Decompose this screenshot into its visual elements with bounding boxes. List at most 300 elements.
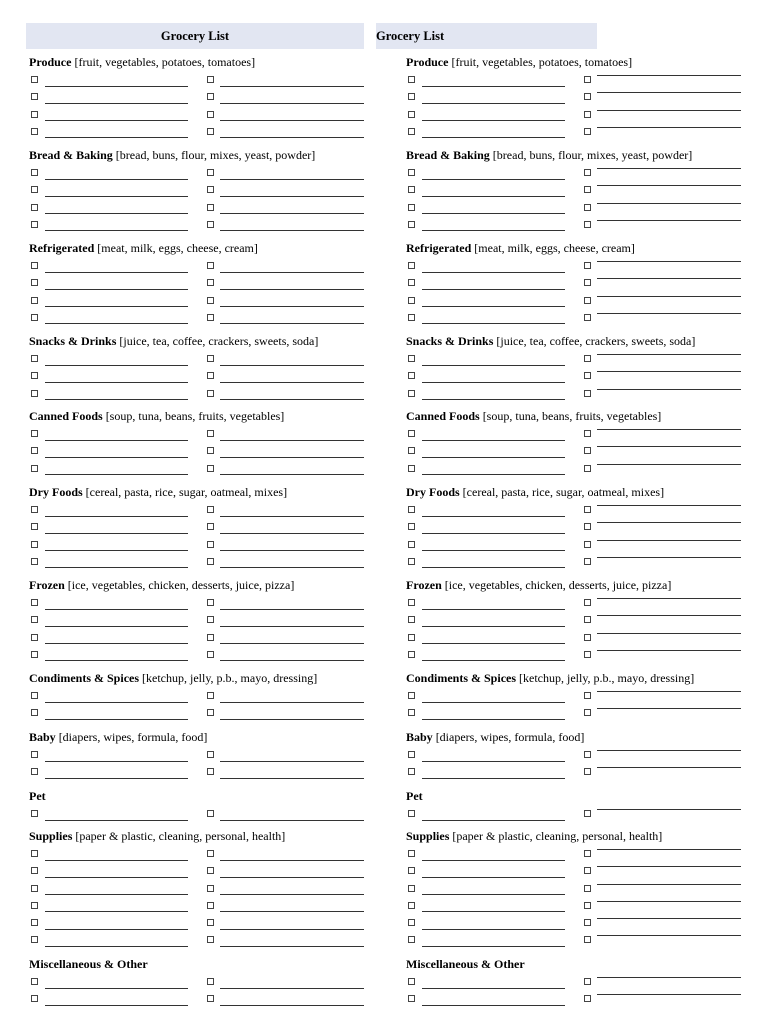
empty-checkbox-icon[interactable]: [408, 372, 415, 379]
write-in-line[interactable]: [597, 884, 741, 885]
empty-checkbox-icon[interactable]: [584, 850, 591, 857]
empty-checkbox-icon[interactable]: [31, 634, 38, 641]
empty-checkbox-icon[interactable]: [408, 692, 415, 699]
empty-checkbox-icon[interactable]: [584, 314, 591, 321]
empty-checkbox-icon[interactable]: [408, 390, 415, 397]
section-header: [29, 408, 373, 424]
empty-checkbox-icon[interactable]: [584, 279, 591, 286]
empty-checkbox-icon[interactable]: [207, 279, 214, 286]
section-name: Frozen: [29, 578, 65, 592]
empty-checkbox-icon[interactable]: [408, 297, 415, 304]
section-name: Baby: [29, 730, 56, 744]
empty-checkbox-icon[interactable]: [408, 599, 415, 606]
write-in-line[interactable]: [597, 278, 741, 279]
empty-checkbox-icon[interactable]: [207, 76, 214, 83]
write-in-line[interactable]: [220, 820, 364, 821]
write-in-line[interactable]: [422, 660, 565, 661]
section-11: [406, 956, 750, 1007]
empty-checkbox-icon[interactable]: [31, 850, 38, 857]
empty-checkbox-icon[interactable]: [584, 465, 591, 472]
list-item-row: [406, 844, 750, 861]
write-in-line[interactable]: [597, 866, 741, 867]
empty-checkbox-icon[interactable]: [207, 768, 214, 775]
section-8: [406, 729, 750, 780]
list-item-row: [29, 384, 373, 401]
empty-checkbox-icon[interactable]: [408, 709, 415, 716]
empty-checkbox-icon[interactable]: [584, 297, 591, 304]
empty-checkbox-icon[interactable]: [207, 541, 214, 548]
section-4: [406, 408, 750, 476]
write-in-line[interactable]: [597, 313, 741, 314]
list-item-row: [406, 122, 750, 139]
section-7: [406, 670, 750, 721]
section-header: [29, 333, 373, 349]
empty-checkbox-icon[interactable]: [584, 995, 591, 1002]
list-item-row: [406, 366, 750, 383]
section-name: Dry Foods: [29, 485, 83, 499]
empty-checkbox-icon[interactable]: [31, 709, 38, 716]
empty-checkbox-icon[interactable]: [207, 634, 214, 641]
empty-checkbox-icon[interactable]: [584, 523, 591, 530]
grocery-list-title-right: Grocery List: [376, 23, 597, 49]
write-in-line[interactable]: [597, 994, 741, 995]
empty-checkbox-icon[interactable]: [408, 186, 415, 193]
empty-checkbox-icon[interactable]: [584, 634, 591, 641]
write-in-line[interactable]: [597, 522, 741, 523]
write-in-line[interactable]: [597, 598, 741, 599]
empty-checkbox-icon[interactable]: [408, 995, 415, 1002]
empty-checkbox-icon[interactable]: [207, 616, 214, 623]
write-in-line[interactable]: [597, 92, 741, 93]
write-in-line[interactable]: [422, 399, 565, 400]
empty-checkbox-icon[interactable]: [408, 93, 415, 100]
empty-checkbox-icon[interactable]: [31, 902, 38, 909]
empty-checkbox-icon[interactable]: [31, 810, 38, 817]
empty-checkbox-icon[interactable]: [408, 430, 415, 437]
list-item-row: [406, 424, 750, 441]
empty-checkbox-icon[interactable]: [408, 221, 415, 228]
empty-checkbox-icon[interactable]: [408, 558, 415, 565]
empty-checkbox-icon[interactable]: [31, 390, 38, 397]
section-name: Produce: [29, 55, 72, 69]
empty-checkbox-icon[interactable]: [408, 616, 415, 623]
write-in-line[interactable]: [45, 820, 188, 821]
write-in-line[interactable]: [597, 296, 741, 297]
empty-checkbox-icon[interactable]: [31, 465, 38, 472]
empty-checkbox-icon[interactable]: [31, 506, 38, 513]
empty-checkbox-icon[interactable]: [207, 936, 214, 943]
empty-checkbox-icon[interactable]: [207, 262, 214, 269]
empty-checkbox-icon[interactable]: [584, 558, 591, 565]
empty-checkbox-icon[interactable]: [408, 76, 415, 83]
write-in-line[interactable]: [597, 633, 741, 634]
write-in-line[interactable]: [597, 220, 741, 221]
empty-checkbox-icon[interactable]: [207, 523, 214, 530]
empty-checkbox-icon[interactable]: [31, 978, 38, 985]
write-in-line[interactable]: [220, 137, 364, 138]
empty-checkbox-icon[interactable]: [584, 902, 591, 909]
section-header: [29, 729, 373, 745]
empty-checkbox-icon[interactable]: [31, 599, 38, 606]
empty-checkbox-icon[interactable]: [31, 651, 38, 658]
empty-checkbox-icon[interactable]: [584, 76, 591, 83]
section-header: [29, 788, 373, 804]
write-in-line[interactable]: [422, 946, 565, 947]
empty-checkbox-icon[interactable]: [207, 465, 214, 472]
empty-checkbox-icon[interactable]: [408, 262, 415, 269]
empty-checkbox-icon[interactable]: [31, 355, 38, 362]
section-10: [406, 828, 750, 948]
section-name: Refrigerated: [406, 241, 472, 255]
empty-checkbox-icon[interactable]: [408, 111, 415, 118]
list-item-row: [29, 745, 373, 762]
section-header: [29, 484, 373, 500]
list-item-row: [29, 552, 373, 569]
empty-checkbox-icon[interactable]: [584, 867, 591, 874]
empty-checkbox-icon[interactable]: [31, 93, 38, 100]
empty-checkbox-icon[interactable]: [584, 751, 591, 758]
list-item-row: [29, 686, 373, 703]
write-in-line[interactable]: [597, 615, 741, 616]
section-description: [ketchup, jelly, p.b., mayo, dressing]: [139, 671, 318, 685]
empty-checkbox-icon[interactable]: [584, 885, 591, 892]
empty-checkbox-icon[interactable]: [408, 885, 415, 892]
write-in-line[interactable]: [220, 778, 364, 779]
empty-checkbox-icon[interactable]: [207, 169, 214, 176]
empty-checkbox-icon[interactable]: [31, 372, 38, 379]
write-in-line[interactable]: [45, 323, 188, 324]
list-item-row: [29, 861, 373, 878]
write-in-line[interactable]: [45, 778, 188, 779]
write-in-line[interactable]: [597, 429, 741, 430]
write-in-line[interactable]: [422, 1005, 565, 1006]
write-in-line[interactable]: [45, 137, 188, 138]
write-in-line[interactable]: [220, 946, 364, 947]
section-description: [soup, tuna, beans, fruits, vegetables]: [102, 409, 285, 423]
section-10: [29, 828, 373, 948]
empty-checkbox-icon[interactable]: [31, 111, 38, 118]
empty-checkbox-icon[interactable]: [408, 279, 415, 286]
write-in-line[interactable]: [597, 203, 741, 204]
list-item-row: [406, 384, 750, 401]
empty-checkbox-icon[interactable]: [31, 692, 38, 699]
empty-checkbox-icon[interactable]: [207, 111, 214, 118]
empty-checkbox-icon[interactable]: [31, 128, 38, 135]
empty-checkbox-icon[interactable]: [584, 768, 591, 775]
write-in-line[interactable]: [220, 719, 364, 720]
empty-checkbox-icon[interactable]: [584, 372, 591, 379]
empty-checkbox-icon[interactable]: [584, 221, 591, 228]
empty-checkbox-icon[interactable]: [584, 169, 591, 176]
write-in-line[interactable]: [597, 650, 741, 651]
write-in-line[interactable]: [422, 474, 565, 475]
section-name: Snacks & Drinks: [29, 334, 117, 348]
section-5: [406, 484, 750, 569]
empty-checkbox-icon[interactable]: [31, 314, 38, 321]
write-in-line[interactable]: [597, 691, 741, 692]
write-in-line[interactable]: [45, 719, 188, 720]
write-in-line[interactable]: [422, 719, 565, 720]
empty-checkbox-icon[interactable]: [408, 902, 415, 909]
empty-checkbox-icon[interactable]: [207, 885, 214, 892]
section-description: [ice, vegetables, chicken, desserts, juice, pizza]: [64, 578, 295, 592]
empty-checkbox-icon[interactable]: [408, 128, 415, 135]
section-name: Refrigerated: [29, 241, 95, 255]
write-in-line[interactable]: [45, 1005, 188, 1006]
section-9: [29, 788, 373, 821]
empty-checkbox-icon[interactable]: [408, 447, 415, 454]
empty-checkbox-icon[interactable]: [31, 558, 38, 565]
write-in-line[interactable]: [45, 946, 188, 947]
empty-checkbox-icon[interactable]: [584, 506, 591, 513]
write-in-line[interactable]: [422, 137, 565, 138]
empty-checkbox-icon[interactable]: [408, 465, 415, 472]
write-in-line[interactable]: [45, 474, 188, 475]
section-name: Bread & Baking: [29, 148, 113, 162]
empty-checkbox-icon[interactable]: [31, 76, 38, 83]
empty-checkbox-icon[interactable]: [31, 186, 38, 193]
empty-checkbox-icon[interactable]: [207, 709, 214, 716]
empty-checkbox-icon[interactable]: [408, 867, 415, 874]
empty-checkbox-icon[interactable]: [31, 297, 38, 304]
empty-checkbox-icon[interactable]: [207, 372, 214, 379]
empty-checkbox-icon[interactable]: [408, 523, 415, 530]
empty-checkbox-icon[interactable]: [207, 867, 214, 874]
write-in-line[interactable]: [597, 918, 741, 919]
section-8: [29, 729, 373, 780]
empty-checkbox-icon[interactable]: [408, 204, 415, 211]
empty-checkbox-icon[interactable]: [584, 430, 591, 437]
empty-checkbox-icon[interactable]: [31, 221, 38, 228]
empty-checkbox-icon[interactable]: [31, 279, 38, 286]
empty-checkbox-icon[interactable]: [408, 651, 415, 658]
section-description: [soup, tuna, beans, fruits, vegetables]: [479, 409, 662, 423]
list-item-row: [29, 703, 373, 720]
empty-checkbox-icon[interactable]: [207, 558, 214, 565]
write-in-line[interactable]: [597, 464, 741, 465]
empty-checkbox-icon[interactable]: [584, 262, 591, 269]
empty-checkbox-icon[interactable]: [31, 541, 38, 548]
empty-checkbox-icon[interactable]: [207, 186, 214, 193]
empty-checkbox-icon[interactable]: [31, 995, 38, 1002]
section-header: [29, 240, 373, 256]
empty-checkbox-icon[interactable]: [207, 447, 214, 454]
empty-checkbox-icon[interactable]: [31, 867, 38, 874]
list-item-row: [406, 349, 750, 366]
empty-checkbox-icon[interactable]: [584, 111, 591, 118]
empty-checkbox-icon[interactable]: [584, 616, 591, 623]
list-item-row: [29, 500, 373, 517]
empty-checkbox-icon[interactable]: [31, 616, 38, 623]
write-in-line[interactable]: [422, 778, 565, 779]
empty-checkbox-icon[interactable]: [207, 850, 214, 857]
empty-checkbox-icon[interactable]: [207, 128, 214, 135]
empty-checkbox-icon[interactable]: [31, 169, 38, 176]
write-in-line[interactable]: [597, 767, 741, 768]
empty-checkbox-icon[interactable]: [584, 919, 591, 926]
empty-checkbox-icon[interactable]: [207, 390, 214, 397]
empty-checkbox-icon[interactable]: [584, 541, 591, 548]
list-item-row: [406, 762, 750, 779]
empty-checkbox-icon[interactable]: [207, 995, 214, 1002]
empty-checkbox-icon[interactable]: [584, 709, 591, 716]
empty-checkbox-icon[interactable]: [31, 936, 38, 943]
section-name: Miscellaneous & Other: [29, 957, 148, 971]
write-in-line[interactable]: [597, 354, 741, 355]
write-in-line[interactable]: [220, 1005, 364, 1006]
empty-checkbox-icon[interactable]: [408, 751, 415, 758]
empty-checkbox-icon[interactable]: [207, 506, 214, 513]
empty-checkbox-icon[interactable]: [31, 919, 38, 926]
write-in-line[interactable]: [597, 75, 741, 76]
empty-checkbox-icon[interactable]: [584, 93, 591, 100]
empty-checkbox-icon[interactable]: [408, 768, 415, 775]
section-header: [406, 828, 750, 844]
write-in-line[interactable]: [597, 901, 741, 902]
section-description: [meat, milk, eggs, cheese, cream]: [94, 241, 258, 255]
write-in-line[interactable]: [422, 230, 565, 231]
empty-checkbox-icon[interactable]: [408, 936, 415, 943]
empty-checkbox-icon[interactable]: [207, 692, 214, 699]
section-header: [406, 788, 750, 804]
empty-checkbox-icon[interactable]: [584, 692, 591, 699]
write-in-line[interactable]: [597, 505, 741, 506]
empty-checkbox-icon[interactable]: [207, 430, 214, 437]
empty-checkbox-icon[interactable]: [207, 599, 214, 606]
list-item-row: [406, 989, 750, 1006]
empty-checkbox-icon[interactable]: [207, 902, 214, 909]
empty-checkbox-icon[interactable]: [207, 93, 214, 100]
empty-checkbox-icon[interactable]: [408, 810, 415, 817]
section-description: [fruit, vegetables, potatoes, tomatoes]: [448, 55, 633, 69]
write-in-line[interactable]: [597, 110, 741, 111]
empty-checkbox-icon[interactable]: [584, 978, 591, 985]
empty-checkbox-icon[interactable]: [408, 634, 415, 641]
list-item-row: [406, 879, 750, 896]
empty-checkbox-icon[interactable]: [584, 599, 591, 606]
list-item-row: [406, 972, 750, 989]
write-in-line[interactable]: [220, 660, 364, 661]
empty-checkbox-icon[interactable]: [584, 810, 591, 817]
section-header: [29, 147, 373, 163]
write-in-line[interactable]: [220, 399, 364, 400]
empty-checkbox-icon[interactable]: [584, 128, 591, 135]
grocery-list-title-left: Grocery List: [26, 23, 364, 49]
empty-checkbox-icon[interactable]: [207, 919, 214, 926]
write-in-line[interactable]: [422, 567, 565, 568]
write-in-line[interactable]: [220, 474, 364, 475]
write-in-line[interactable]: [220, 323, 364, 324]
empty-checkbox-icon[interactable]: [31, 768, 38, 775]
empty-checkbox-icon[interactable]: [408, 919, 415, 926]
empty-checkbox-icon[interactable]: [207, 810, 214, 817]
list-item-row: [29, 535, 373, 552]
empty-checkbox-icon[interactable]: [584, 651, 591, 658]
section-2: [29, 240, 373, 325]
write-in-line[interactable]: [422, 820, 565, 821]
write-in-line[interactable]: [597, 540, 741, 541]
empty-checkbox-icon[interactable]: [584, 390, 591, 397]
write-in-line[interactable]: [597, 977, 741, 978]
section-header: [29, 828, 373, 844]
empty-checkbox-icon[interactable]: [207, 751, 214, 758]
empty-checkbox-icon[interactable]: [584, 186, 591, 193]
list-item-row: [406, 291, 750, 308]
write-in-line[interactable]: [597, 261, 741, 262]
empty-checkbox-icon[interactable]: [584, 936, 591, 943]
section-description: [fruit, vegetables, potatoes, tomatoes]: [71, 55, 256, 69]
write-in-line[interactable]: [597, 168, 741, 169]
write-in-line[interactable]: [597, 849, 741, 850]
empty-checkbox-icon[interactable]: [31, 262, 38, 269]
empty-checkbox-icon[interactable]: [31, 447, 38, 454]
write-in-line[interactable]: [220, 230, 364, 231]
empty-checkbox-icon[interactable]: [31, 523, 38, 530]
write-in-line[interactable]: [45, 230, 188, 231]
empty-checkbox-icon[interactable]: [408, 850, 415, 857]
empty-checkbox-icon[interactable]: [207, 314, 214, 321]
list-item-row: [29, 163, 373, 180]
write-in-line[interactable]: [597, 185, 741, 186]
empty-checkbox-icon[interactable]: [408, 314, 415, 321]
empty-checkbox-icon[interactable]: [207, 221, 214, 228]
write-in-line[interactable]: [597, 750, 741, 751]
empty-checkbox-icon[interactable]: [207, 978, 214, 985]
empty-checkbox-icon[interactable]: [408, 541, 415, 548]
write-in-line[interactable]: [597, 935, 741, 936]
write-in-line[interactable]: [422, 323, 565, 324]
write-in-line[interactable]: [597, 708, 741, 709]
section-0: [29, 54, 373, 139]
list-item-row: [29, 844, 373, 861]
section-header: [406, 333, 750, 349]
write-in-line[interactable]: [45, 399, 188, 400]
write-in-line[interactable]: [220, 567, 364, 568]
section-name: Baby: [406, 730, 433, 744]
empty-checkbox-icon[interactable]: [207, 297, 214, 304]
empty-checkbox-icon[interactable]: [408, 978, 415, 985]
write-in-line[interactable]: [597, 809, 741, 810]
write-in-line[interactable]: [597, 389, 741, 390]
list-item-row: [29, 913, 373, 930]
empty-checkbox-icon[interactable]: [207, 651, 214, 658]
empty-checkbox-icon[interactable]: [584, 355, 591, 362]
empty-checkbox-icon[interactable]: [31, 430, 38, 437]
section-description: [diapers, wipes, formula, food]: [432, 730, 585, 744]
write-in-line[interactable]: [597, 371, 741, 372]
empty-checkbox-icon[interactable]: [31, 751, 38, 758]
empty-checkbox-icon[interactable]: [31, 204, 38, 211]
empty-checkbox-icon[interactable]: [408, 355, 415, 362]
empty-checkbox-icon[interactable]: [584, 447, 591, 454]
empty-checkbox-icon[interactable]: [207, 204, 214, 211]
list-item-row: [406, 163, 750, 180]
write-in-line[interactable]: [597, 557, 741, 558]
list-item-row: [29, 896, 373, 913]
write-in-line[interactable]: [45, 567, 188, 568]
write-in-line[interactable]: [45, 660, 188, 661]
write-in-line[interactable]: [597, 127, 741, 128]
empty-checkbox-icon[interactable]: [31, 885, 38, 892]
section-description: [meat, milk, eggs, cheese, cream]: [471, 241, 635, 255]
section-description: [juice, tea, coffee, crackers, sweets, soda]: [493, 334, 696, 348]
empty-checkbox-icon[interactable]: [408, 506, 415, 513]
empty-checkbox-icon[interactable]: [207, 355, 214, 362]
list-item-row: [406, 913, 750, 930]
write-in-line[interactable]: [597, 446, 741, 447]
empty-checkbox-icon[interactable]: [584, 204, 591, 211]
empty-checkbox-icon[interactable]: [408, 169, 415, 176]
